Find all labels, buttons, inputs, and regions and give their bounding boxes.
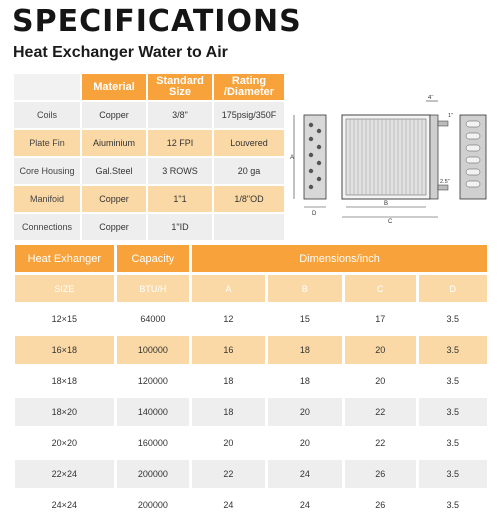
dims-subheader: B <box>268 275 342 302</box>
spec-row <box>14 186 284 212</box>
table-cell: 200000 <box>117 460 189 488</box>
table-cell: 18 <box>268 336 342 364</box>
spec-cell: Copper <box>82 186 146 212</box>
spec-header-material: Material <box>82 74 146 100</box>
dims-subheader: SIZE <box>15 275 114 302</box>
dims-subheader: C <box>345 275 415 302</box>
table-row <box>15 336 487 364</box>
table-cell: 18 <box>268 367 342 395</box>
spec-cell: Copper <box>82 214 146 240</box>
dims-subheader-row <box>15 275 487 302</box>
dim-label-c: C <box>388 219 393 225</box>
table-row <box>15 305 487 333</box>
dim-label-left: A <box>290 155 295 161</box>
table-cell: 18×20 <box>15 398 114 426</box>
table-cell: 3.5 <box>419 429 487 457</box>
spec-cell: 20 ga <box>214 158 284 184</box>
table-cell: 22 <box>192 460 264 488</box>
table-cell: 12×15 <box>15 305 114 333</box>
spec-cell: Aiuminium <box>82 130 146 156</box>
table-cell: 3.5 <box>419 460 487 488</box>
table-cell: 20 <box>345 367 415 395</box>
table-cell: 22 <box>345 398 415 426</box>
table-cell: 160000 <box>117 429 189 457</box>
table-cell: 12 <box>192 305 264 333</box>
spec-cell: Copper <box>82 102 146 128</box>
table-cell: 24 <box>268 460 342 488</box>
table-cell: 24 <box>268 491 342 519</box>
table-cell: 120000 <box>117 367 189 395</box>
table-cell: 24×24 <box>15 491 114 519</box>
table-row <box>15 491 487 519</box>
table-cell: 3.5 <box>419 398 487 426</box>
table-cell: 22×24 <box>15 460 114 488</box>
table-cell: 24 <box>192 491 264 519</box>
spec-row <box>14 158 284 184</box>
dim-label-side-top: 1" <box>448 113 454 119</box>
dims-subheader: D <box>419 275 487 302</box>
table-cell: 3.5 <box>419 367 487 395</box>
table-cell: 20 <box>268 398 342 426</box>
table-cell: 20×20 <box>15 429 114 457</box>
spec-cell: 1"1 <box>148 186 212 212</box>
table-cell: 20 <box>268 429 342 457</box>
dim-label-b: B <box>384 201 389 207</box>
spec-cell: 3 ROWS <box>148 158 212 184</box>
table-cell: 3.5 <box>419 336 487 364</box>
table-cell: 140000 <box>117 398 189 426</box>
heat-exchanger-diagram <box>290 95 495 225</box>
spec-cell: 1"ID <box>148 214 212 240</box>
page-title: SPECIFICATIONS <box>12 4 302 39</box>
table-cell: 17 <box>345 305 415 333</box>
spec-cell: 175psig/350F <box>214 102 284 128</box>
dims-subheader: A <box>192 275 264 302</box>
spec-header-rating: Rating /Diameter <box>214 74 284 100</box>
dims-subheader: BTU/H <box>117 275 189 302</box>
spec-cell: 3/8" <box>148 102 212 128</box>
table-cell: 3.5 <box>419 491 487 519</box>
table-cell: 64000 <box>117 305 189 333</box>
spec-header-blank <box>14 74 80 100</box>
dims-header-row <box>15 245 487 272</box>
spec-cell: Louvered <box>214 130 284 156</box>
spec-cell <box>214 214 284 240</box>
spec-cell: 1/8"OD <box>214 186 284 212</box>
table-cell: 18 <box>192 367 264 395</box>
table-cell: 26 <box>345 460 415 488</box>
spec-cell: Gal.Steel <box>82 158 146 184</box>
spec-header-row <box>14 74 284 100</box>
table-cell: 18×18 <box>15 367 114 395</box>
spec-cell: Connections <box>14 214 80 240</box>
spec-row <box>14 214 284 240</box>
table-cell: 3.5 <box>419 305 487 333</box>
table-cell: 15 <box>268 305 342 333</box>
dims-header-heat-exchanger: Heat Exhanger <box>15 245 114 272</box>
table-cell: 18 <box>192 398 264 426</box>
dim-label-d: D <box>312 211 317 217</box>
spec-row <box>14 130 284 156</box>
spec-header-standard-size: Standard Size <box>148 74 212 100</box>
table-row <box>15 429 487 457</box>
spec-cell: Coils <box>14 102 80 128</box>
front-view <box>342 95 453 225</box>
table-row <box>15 460 487 488</box>
spec-cell: Manifoid <box>14 186 80 212</box>
dims-header-dimensions: Dimensions/inch <box>192 245 487 272</box>
table-row <box>15 398 487 426</box>
spec-row <box>14 102 284 128</box>
table-row <box>15 367 487 395</box>
table-cell: 22 <box>345 429 415 457</box>
table-cell: 200000 <box>117 491 189 519</box>
page-subtitle: Heat Exchanger Water to Air <box>13 44 228 61</box>
table-cell: 20 <box>192 429 264 457</box>
table-cell: 16 <box>192 336 264 364</box>
dimensions-table <box>12 242 490 522</box>
table-cell: 20 <box>345 336 415 364</box>
spec-cell: Plate Fin <box>14 130 80 156</box>
spec-table <box>12 72 286 242</box>
table-cell: 26 <box>345 491 415 519</box>
dims-header-capacity: Capacity <box>117 245 189 272</box>
right-side-view <box>460 115 486 199</box>
dim-label-side-bottom: 2.5" <box>440 179 450 185</box>
table-cell: 16×18 <box>15 336 114 364</box>
dim-label-top: 4" <box>428 95 434 101</box>
table-cell: 100000 <box>117 336 189 364</box>
left-manifold-view <box>290 115 326 217</box>
spec-cell: Core Housing <box>14 158 80 184</box>
spec-cell: 12 FPI <box>148 130 212 156</box>
